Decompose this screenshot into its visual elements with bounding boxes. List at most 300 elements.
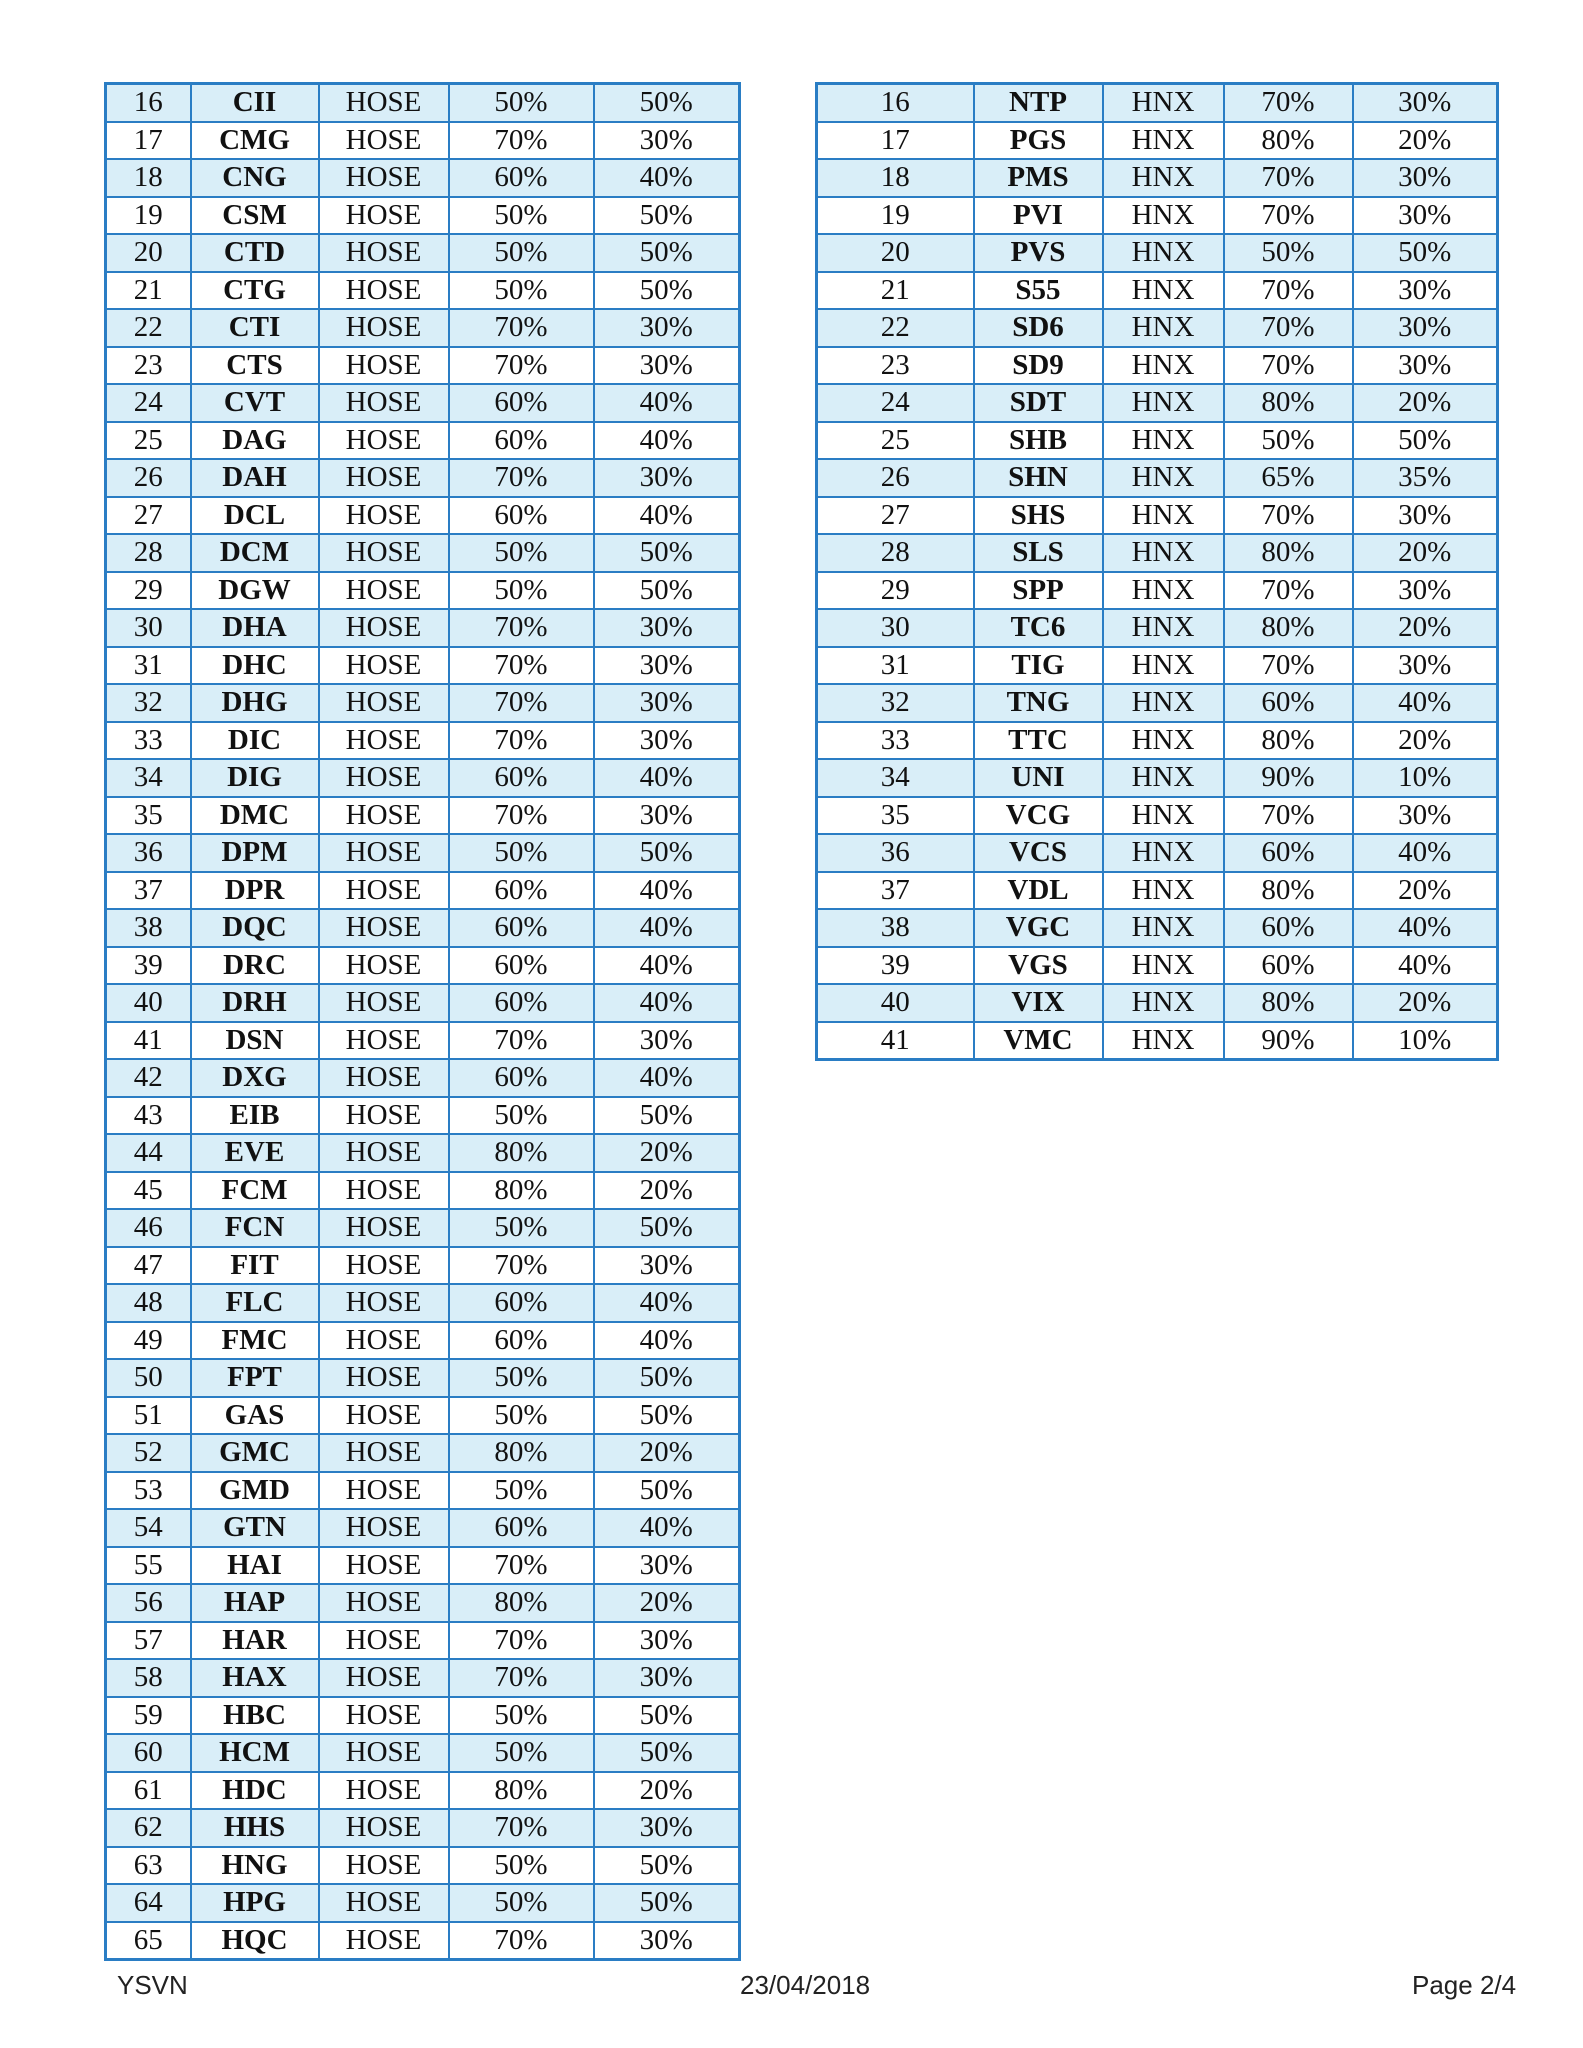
exchange-cell: HOSE: [319, 1697, 449, 1735]
row-number-cell: 54: [106, 1509, 191, 1547]
stock-code-cell: FLC: [191, 1284, 319, 1322]
own-capital-cell: 30%: [594, 122, 740, 160]
stock-code-cell: CVT: [191, 384, 319, 422]
margin-ratio-cell: 60%: [449, 947, 594, 985]
row-number-cell: 47: [106, 1247, 191, 1285]
margin-ratio-cell: 50%: [449, 1734, 594, 1772]
stock-code-cell: CTD: [191, 234, 319, 272]
margin-ratio-cell: 70%: [449, 122, 594, 160]
row-number-cell: 34: [817, 759, 974, 797]
own-capital-cell: 20%: [594, 1772, 740, 1810]
row-number-cell: 49: [106, 1322, 191, 1360]
row-number-cell: 27: [817, 497, 974, 535]
margin-ratio-cell: 80%: [1224, 122, 1353, 160]
exchange-cell: HNX: [1103, 722, 1224, 760]
row-number-cell: 57: [106, 1622, 191, 1660]
own-capital-cell: 50%: [594, 197, 740, 235]
own-capital-cell: 40%: [594, 759, 740, 797]
table-row: [817, 572, 1498, 610]
row-number-cell: 56: [106, 1584, 191, 1622]
table-row: [106, 459, 740, 497]
stock-code-cell: VCG: [974, 797, 1103, 835]
margin-ratio-cell: 90%: [1224, 1022, 1353, 1060]
table-row: [106, 1247, 740, 1285]
stock-code-cell: HAR: [191, 1622, 319, 1660]
margin-ratio-cell: 60%: [449, 384, 594, 422]
margin-ratio-cell: 70%: [449, 347, 594, 385]
row-number-cell: 41: [106, 1022, 191, 1060]
stock-code-cell: DHA: [191, 609, 319, 647]
exchange-cell: HOSE: [319, 422, 449, 460]
table-row: [106, 947, 740, 985]
row-number-cell: 22: [106, 309, 191, 347]
stock-code-cell: HAP: [191, 1584, 319, 1622]
own-capital-cell: 50%: [594, 1397, 740, 1435]
own-capital-cell: 20%: [1353, 872, 1498, 910]
margin-ratio-cell: 70%: [449, 459, 594, 497]
own-capital-cell: 50%: [594, 234, 740, 272]
margin-ratio-cell: 70%: [449, 1622, 594, 1660]
stock-code-cell: DIG: [191, 759, 319, 797]
exchange-cell: HNX: [1103, 797, 1224, 835]
table-row: [817, 984, 1498, 1022]
stock-code-cell: GAS: [191, 1397, 319, 1435]
stock-code-cell: TNG: [974, 684, 1103, 722]
margin-ratio-cell: 60%: [449, 909, 594, 947]
margin-ratio-cell: 70%: [449, 1659, 594, 1697]
table-row: [817, 609, 1498, 647]
own-capital-cell: 50%: [594, 1847, 740, 1885]
own-capital-cell: 20%: [1353, 984, 1498, 1022]
stock-code-cell: CNG: [191, 159, 319, 197]
table-row: [106, 609, 740, 647]
table-row: [817, 684, 1498, 722]
row-number-cell: 27: [106, 497, 191, 535]
own-capital-cell: 40%: [594, 984, 740, 1022]
own-capital-cell: 10%: [1353, 1022, 1498, 1060]
stock-code-cell: HQC: [191, 1922, 319, 1960]
stock-code-cell: SHB: [974, 422, 1103, 460]
table-row: [817, 947, 1498, 985]
stock-code-cell: GMC: [191, 1434, 319, 1472]
own-capital-cell: 40%: [594, 384, 740, 422]
own-capital-cell: 40%: [594, 422, 740, 460]
table-row: [817, 759, 1498, 797]
exchange-cell: HOSE: [319, 1884, 449, 1922]
stock-code-cell: HDC: [191, 1772, 319, 1810]
table-row: [817, 84, 1498, 122]
row-number-cell: 51: [106, 1397, 191, 1435]
stock-code-cell: SD6: [974, 309, 1103, 347]
row-number-cell: 44: [106, 1134, 191, 1172]
table-row: [106, 1434, 740, 1472]
stock-code-cell: VCS: [974, 834, 1103, 872]
margin-ratio-cell: 80%: [449, 1172, 594, 1210]
margin-ratio-cell: 60%: [449, 159, 594, 197]
own-capital-cell: 30%: [594, 347, 740, 385]
margin-ratio-cell: 70%: [1224, 197, 1353, 235]
own-capital-cell: 30%: [1353, 572, 1498, 610]
table-row: [106, 122, 740, 160]
margin-ratio-cell: 70%: [449, 797, 594, 835]
stock-code-cell: PVS: [974, 234, 1103, 272]
exchange-cell: HOSE: [319, 234, 449, 272]
exchange-cell: HNX: [1103, 347, 1224, 385]
exchange-cell: HNX: [1103, 384, 1224, 422]
row-number-cell: 37: [106, 872, 191, 910]
stock-code-cell: HNG: [191, 1847, 319, 1885]
stock-code-cell: CTG: [191, 272, 319, 310]
margin-ratio-cell: 70%: [1224, 84, 1353, 122]
own-capital-cell: 40%: [594, 1509, 740, 1547]
row-number-cell: 48: [106, 1284, 191, 1322]
own-capital-cell: 40%: [594, 1284, 740, 1322]
exchange-cell: HOSE: [319, 1847, 449, 1885]
exchange-cell: HOSE: [319, 759, 449, 797]
table-row: [106, 1022, 740, 1060]
exchange-cell: HOSE: [319, 272, 449, 310]
exchange-cell: HOSE: [319, 1284, 449, 1322]
table-row: [106, 1134, 740, 1172]
exchange-cell: HOSE: [319, 1734, 449, 1772]
exchange-cell: HOSE: [319, 1397, 449, 1435]
exchange-cell: HNX: [1103, 909, 1224, 947]
exchange-cell: HNX: [1103, 759, 1224, 797]
margin-ratio-cell: 70%: [1224, 159, 1353, 197]
table-row: [817, 1022, 1498, 1060]
exchange-cell: HOSE: [319, 1434, 449, 1472]
table-row: [106, 572, 740, 610]
margin-ratio-cell: 70%: [449, 1922, 594, 1960]
table-row: [106, 1922, 740, 1960]
exchange-cell: HOSE: [319, 1134, 449, 1172]
row-number-cell: 59: [106, 1697, 191, 1735]
margin-ratio-cell: 80%: [1224, 872, 1353, 910]
own-capital-cell: 30%: [594, 1659, 740, 1697]
own-capital-cell: 20%: [1353, 722, 1498, 760]
stock-code-cell: DRH: [191, 984, 319, 1022]
row-number-cell: 21: [817, 272, 974, 310]
own-capital-cell: 50%: [594, 1097, 740, 1135]
own-capital-cell: 40%: [594, 497, 740, 535]
table-row: [106, 1847, 740, 1885]
exchange-cell: HOSE: [319, 1622, 449, 1660]
stock-code-cell: UNI: [974, 759, 1103, 797]
table-row: [106, 272, 740, 310]
stock-code-cell: PMS: [974, 159, 1103, 197]
margin-ratio-cell: 60%: [449, 872, 594, 910]
margin-ratio-cell: 70%: [1224, 797, 1353, 835]
exchange-cell: HOSE: [319, 722, 449, 760]
exchange-cell: HNX: [1103, 459, 1224, 497]
exchange-cell: HOSE: [319, 1359, 449, 1397]
row-number-cell: 29: [106, 572, 191, 610]
table-row: [817, 722, 1498, 760]
own-capital-cell: 20%: [1353, 122, 1498, 160]
own-capital-cell: 50%: [594, 1884, 740, 1922]
own-capital-cell: 40%: [594, 947, 740, 985]
row-number-cell: 29: [817, 572, 974, 610]
margin-ratio-cell: 80%: [449, 1584, 594, 1622]
row-number-cell: 64: [106, 1884, 191, 1922]
row-number-cell: 60: [106, 1734, 191, 1772]
exchange-cell: HOSE: [319, 834, 449, 872]
own-capital-cell: 20%: [594, 1584, 740, 1622]
row-number-cell: 38: [106, 909, 191, 947]
own-capital-cell: 30%: [594, 684, 740, 722]
stock-code-cell: FCM: [191, 1172, 319, 1210]
margin-ratio-cell: 50%: [449, 1697, 594, 1735]
margin-ratio-cell: 80%: [1224, 984, 1353, 1022]
exchange-cell: HOSE: [319, 797, 449, 835]
margin-ratio-cell: 80%: [1224, 384, 1353, 422]
row-number-cell: 46: [106, 1209, 191, 1247]
stock-code-cell: SPP: [974, 572, 1103, 610]
stock-code-cell: HAI: [191, 1547, 319, 1585]
row-number-cell: 34: [106, 759, 191, 797]
stock-code-cell: DGW: [191, 572, 319, 610]
table-row: [106, 1284, 740, 1322]
own-capital-cell: 40%: [594, 909, 740, 947]
margin-ratio-cell: 60%: [1224, 834, 1353, 872]
table-row: [106, 309, 740, 347]
own-capital-cell: 35%: [1353, 459, 1498, 497]
margin-ratio-cell: 50%: [449, 534, 594, 572]
stock-code-cell: NTP: [974, 84, 1103, 122]
margin-ratio-cell: 70%: [449, 647, 594, 685]
table-row: [106, 1397, 740, 1435]
row-number-cell: 55: [106, 1547, 191, 1585]
exchange-cell: HOSE: [319, 1547, 449, 1585]
exchange-cell: HOSE: [319, 1659, 449, 1697]
exchange-cell: HOSE: [319, 1209, 449, 1247]
stock-code-cell: VDL: [974, 872, 1103, 910]
stock-code-cell: CII: [191, 84, 319, 122]
stock-code-cell: DIC: [191, 722, 319, 760]
table-row: [106, 84, 740, 122]
table-row: [106, 759, 740, 797]
exchange-cell: HNX: [1103, 1022, 1224, 1060]
row-number-cell: 36: [817, 834, 974, 872]
exchange-cell: HOSE: [319, 197, 449, 235]
table-row: [817, 422, 1498, 460]
exchange-cell: HOSE: [319, 497, 449, 535]
margin-ratio-cell: 50%: [449, 84, 594, 122]
stock-code-cell: GMD: [191, 1472, 319, 1510]
own-capital-cell: 40%: [1353, 947, 1498, 985]
exchange-cell: HNX: [1103, 647, 1224, 685]
margin-ratio-cell: 60%: [449, 984, 594, 1022]
table-row: [106, 909, 740, 947]
stock-code-cell: TIG: [974, 647, 1103, 685]
exchange-cell: HOSE: [319, 1172, 449, 1210]
stock-code-cell: TC6: [974, 609, 1103, 647]
margin-ratio-cell: 70%: [449, 722, 594, 760]
table-row: [817, 384, 1498, 422]
own-capital-cell: 20%: [1353, 384, 1498, 422]
table-row: [106, 1509, 740, 1547]
exchange-cell: HNX: [1103, 197, 1224, 235]
stock-code-cell: DPR: [191, 872, 319, 910]
exchange-cell: HOSE: [319, 572, 449, 610]
table-row: [817, 159, 1498, 197]
stock-code-cell: DXG: [191, 1059, 319, 1097]
exchange-cell: HNX: [1103, 534, 1224, 572]
exchange-cell: HNX: [1103, 609, 1224, 647]
table-row: [106, 1472, 740, 1510]
row-number-cell: 38: [817, 909, 974, 947]
margin-ratio-cell: 70%: [1224, 309, 1353, 347]
own-capital-cell: 40%: [594, 1322, 740, 1360]
table-row: [817, 909, 1498, 947]
stock-code-cell: DSN: [191, 1022, 319, 1060]
own-capital-cell: 30%: [594, 1622, 740, 1660]
exchange-cell: HOSE: [319, 1922, 449, 1960]
own-capital-cell: 20%: [1353, 609, 1498, 647]
own-capital-cell: 30%: [594, 647, 740, 685]
row-number-cell: 32: [817, 684, 974, 722]
stock-code-cell: CTS: [191, 347, 319, 385]
stock-code-cell: DRC: [191, 947, 319, 985]
row-number-cell: 52: [106, 1434, 191, 1472]
own-capital-cell: 30%: [1353, 159, 1498, 197]
margin-ratio-cell: 60%: [449, 759, 594, 797]
stock-code-cell: DCL: [191, 497, 319, 535]
stock-code-cell: DQC: [191, 909, 319, 947]
stock-code-cell: TTC: [974, 722, 1103, 760]
exchange-cell: HOSE: [319, 609, 449, 647]
table-row: [817, 534, 1498, 572]
stock-code-cell: CMG: [191, 122, 319, 160]
margin-ratio-cell: 50%: [449, 1209, 594, 1247]
stock-code-cell: DPM: [191, 834, 319, 872]
margin-ratio-cell: 50%: [449, 272, 594, 310]
own-capital-cell: 50%: [594, 572, 740, 610]
row-number-cell: 35: [817, 797, 974, 835]
own-capital-cell: 50%: [594, 1734, 740, 1772]
margin-ratio-cell: 70%: [449, 1247, 594, 1285]
stock-code-cell: S55: [974, 272, 1103, 310]
exchange-cell: HNX: [1103, 947, 1224, 985]
exchange-cell: HNX: [1103, 159, 1224, 197]
margin-ratio-cell: 60%: [449, 1509, 594, 1547]
exchange-cell: HNX: [1103, 272, 1224, 310]
right-margin-table: [815, 82, 1499, 1061]
exchange-cell: HOSE: [319, 84, 449, 122]
table-row: [106, 497, 740, 535]
own-capital-cell: 30%: [1353, 347, 1498, 385]
row-number-cell: 42: [106, 1059, 191, 1097]
exchange-cell: HNX: [1103, 234, 1224, 272]
own-capital-cell: 30%: [594, 1022, 740, 1060]
exchange-cell: HNX: [1103, 497, 1224, 535]
table-row: [817, 347, 1498, 385]
row-number-cell: 39: [817, 947, 974, 985]
footer-company: YSVN: [117, 1970, 188, 2000]
stock-code-cell: FPT: [191, 1359, 319, 1397]
own-capital-cell: 30%: [594, 797, 740, 835]
table-row: [106, 384, 740, 422]
margin-ratio-cell: 60%: [1224, 909, 1353, 947]
table-row: [817, 197, 1498, 235]
stock-code-cell: DAG: [191, 422, 319, 460]
table-row: [106, 1059, 740, 1097]
stock-code-cell: HBC: [191, 1697, 319, 1735]
table-row: [817, 647, 1498, 685]
margin-ratio-cell: 60%: [1224, 684, 1353, 722]
own-capital-cell: 40%: [1353, 909, 1498, 947]
margin-ratio-cell: 70%: [1224, 272, 1353, 310]
stock-code-cell: EVE: [191, 1134, 319, 1172]
table-row: [106, 1359, 740, 1397]
stock-code-cell: PGS: [974, 122, 1103, 160]
own-capital-cell: 30%: [594, 309, 740, 347]
stock-code-cell: HPG: [191, 1884, 319, 1922]
stock-code-cell: GTN: [191, 1509, 319, 1547]
table-row: [106, 1097, 740, 1135]
margin-ratio-cell: 80%: [1224, 722, 1353, 760]
margin-ratio-cell: 70%: [449, 1022, 594, 1060]
margin-ratio-cell: 80%: [449, 1134, 594, 1172]
row-number-cell: 32: [106, 684, 191, 722]
own-capital-cell: 50%: [1353, 234, 1498, 272]
margin-ratio-cell: 70%: [1224, 497, 1353, 535]
table-row: [106, 1734, 740, 1772]
own-capital-cell: 50%: [1353, 422, 1498, 460]
stock-code-cell: FIT: [191, 1247, 319, 1285]
row-number-cell: 43: [106, 1097, 191, 1135]
exchange-cell: HOSE: [319, 1472, 449, 1510]
table-row: [106, 797, 740, 835]
stock-code-cell: DHG: [191, 684, 319, 722]
row-number-cell: 16: [106, 84, 191, 122]
stock-code-cell: VGC: [974, 909, 1103, 947]
row-number-cell: 26: [817, 459, 974, 497]
footer-page-number: Page 2/4: [1412, 1970, 1517, 2000]
stock-code-cell: DHC: [191, 647, 319, 685]
exchange-cell: HNX: [1103, 309, 1224, 347]
left-table-body: [106, 84, 740, 1960]
row-number-cell: 24: [817, 384, 974, 422]
table-row: [817, 834, 1498, 872]
stock-code-cell: VIX: [974, 984, 1103, 1022]
table-row: [106, 197, 740, 235]
row-number-cell: 16: [817, 84, 974, 122]
own-capital-cell: 50%: [594, 534, 740, 572]
margin-ratio-cell: 50%: [449, 1359, 594, 1397]
table-row: [106, 1659, 740, 1697]
own-capital-cell: 20%: [594, 1134, 740, 1172]
row-number-cell: 53: [106, 1472, 191, 1510]
margin-ratio-cell: 60%: [449, 1059, 594, 1097]
own-capital-cell: 30%: [1353, 647, 1498, 685]
table-row: [106, 1547, 740, 1585]
margin-ratio-cell: 50%: [449, 1884, 594, 1922]
exchange-cell: HOSE: [319, 1509, 449, 1547]
own-capital-cell: 40%: [594, 872, 740, 910]
margin-ratio-cell: 70%: [449, 309, 594, 347]
table-row: [106, 1697, 740, 1735]
own-capital-cell: 40%: [1353, 834, 1498, 872]
row-number-cell: 18: [106, 159, 191, 197]
table-row: [817, 797, 1498, 835]
footer-date: 23/04/2018: [740, 1970, 871, 2000]
row-number-cell: 36: [106, 834, 191, 872]
row-number-cell: 35: [106, 797, 191, 835]
exchange-cell: HOSE: [319, 122, 449, 160]
margin-ratio-cell: 60%: [1224, 947, 1353, 985]
own-capital-cell: 30%: [1353, 797, 1498, 835]
